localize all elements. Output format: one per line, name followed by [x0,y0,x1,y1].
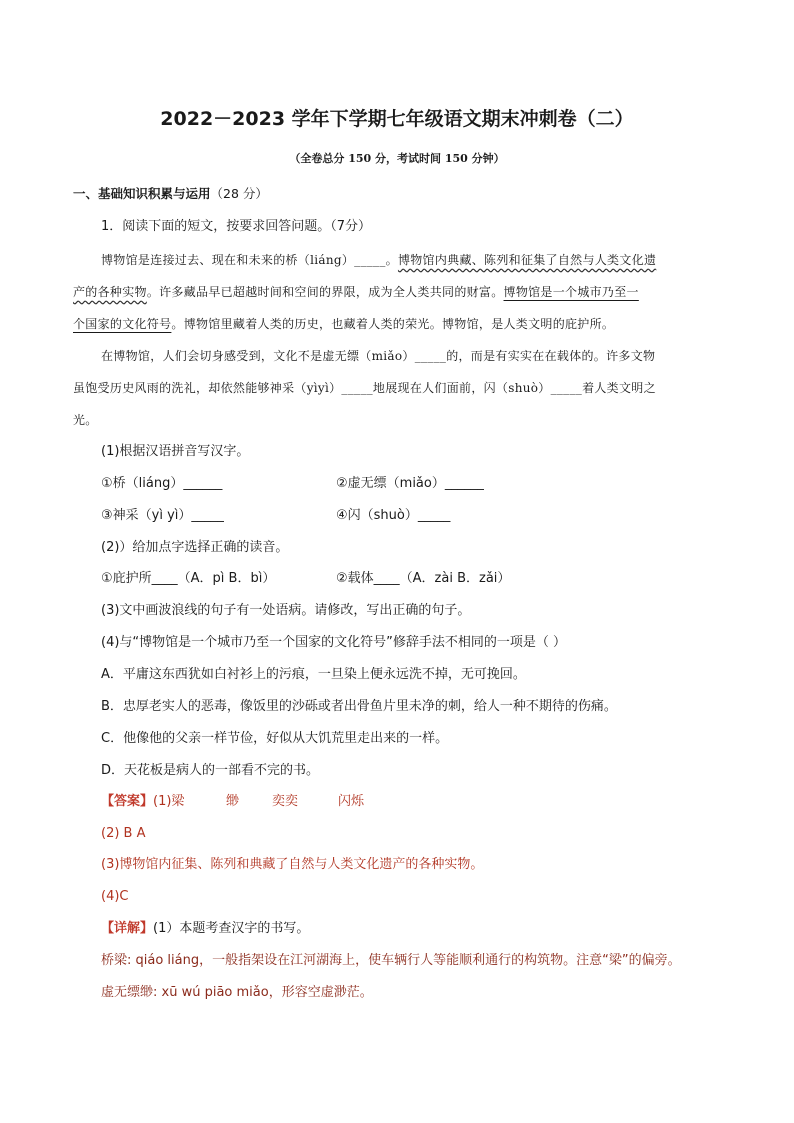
passage-p1-line1 [101,250,656,270]
underlined-sentence: 个国家的文化符号 [73,317,172,331]
section-heading [73,184,268,204]
passage-p2-line1: 在博物馆，人们会切身感受到，文化不是虚无缥（miǎo）_____的，而是有实实在在载体的。许多文物 [101,349,656,363]
pinyin-item-4: ④闪（shuò）_____ [336,508,451,523]
subquestion-3: (3)文中画波浪线的句子有一处语病。请修改，写出正确的句子。 [101,603,471,618]
wavy-underlined-sentence: 博物馆内典藏、陈列和征集了自然与人类文化遗 [397,253,657,267]
subquestion-1: (1)根据汉语拼音写汉字。 [101,444,250,459]
explanation-intro: (1）本题考查汉字的书写。 [153,921,310,936]
underlined-sentence: 博物馆是一个城市乃至一 [503,285,639,299]
reading-item-1: ①庇护所____（A．pì B．bì） [101,571,276,586]
section-heading-points: （28 分） [210,186,268,201]
option-b: B．忠厚老实人的恶毒，像饭里的沙砾或者出骨鱼片里未净的刺，给人一种不期待的伤痛。 [101,699,617,714]
explanation-line-1 [101,919,309,939]
explanation-line-3: 虚无缥缈: xū wú piāo miǎo，形容空虚渺茫。 [101,985,373,1000]
passage-p1-line3 [73,314,614,334]
wavy-underlined-sentence: 产的各种实物 [73,285,147,299]
page-subtitle: （全卷总分 150 分，考试时间 150 分钟） [289,152,505,165]
section-heading-title: 一、基础知识积累与运用 [73,186,211,201]
passage-p2-line3: 光。 [73,413,98,427]
answer-1: (1)梁 [153,794,185,809]
answer-4: (4)C [101,889,129,904]
pinyin-item-2: ②虚无缥（miǎo）______ [336,476,484,491]
subquestion-2: (2)）给加点字选择正确的读音。 [101,540,289,555]
answer-1-word-4: 闪烁 [338,794,365,809]
question-1-stem: 1．阅读下面的短文，按要求回答问题。（7分） [101,219,372,234]
answer-1-word-2: 缈 [226,794,240,809]
pinyin-item-1: ①桥（liáng）______ [101,476,223,491]
answer-2: (2) B A [101,826,146,841]
explanation-label: 【详解】 [101,921,154,936]
passage-text: 博物馆是连接过去、现在和未来的桥（liáng）_____。 [101,253,398,267]
pinyin-item-3: ③神采（yì yì）_____ [101,508,224,523]
option-d: D．天花板是病人的一部看不完的书。 [101,763,320,778]
subquestion-4: (4)与“博物馆是一个城市乃至一个国家的文化符号”修辞手法不相同的一项是（ ） [101,635,567,650]
option-a: A．平庸这东西犹如白衬衫上的污痕，一旦染上便永远洗不掉，无可挽回。 [101,667,526,682]
option-c: C．他像他的父亲一样节俭，好似从大饥荒里走出来的一样。 [101,731,449,746]
passage-p2-line2: 虽饱受历史风雨的洗礼，却依然能够神采（yìyì）_____地展现在人们面前，闪（shuò）_____着人类文明之 [73,381,656,395]
passage-text: 。许多藏品早已超越时间和空间的界限，成为全人类共同的财富。 [146,285,504,299]
page-title: 2022－2023 学年下学期七年级语文期末冲刺卷（二） [160,108,634,130]
passage-p1-line2 [73,282,639,302]
reading-item-2: ②载体____（A．zài B．zǎi） [336,571,511,586]
passage-text: 。博物馆里藏着人类的历史，也藏着人类的荣光。博物馆，是人类文明的庇护所。 [171,317,615,331]
answer-line-1 [101,792,184,812]
answer-label: 【答案】 [101,794,154,809]
explanation-line-2: 桥梁: qiáo liáng，一般指架设在江河湖海上，使车辆行人等能顺利通行的构筑物。注意“梁”的偏旁。 [101,953,681,968]
answer-3: (3)博物馆内征集、陈列和典藏了自然与人类文化遗产的各种实物。 [101,857,484,872]
answer-1-word-3: 奕奕 [272,794,299,809]
